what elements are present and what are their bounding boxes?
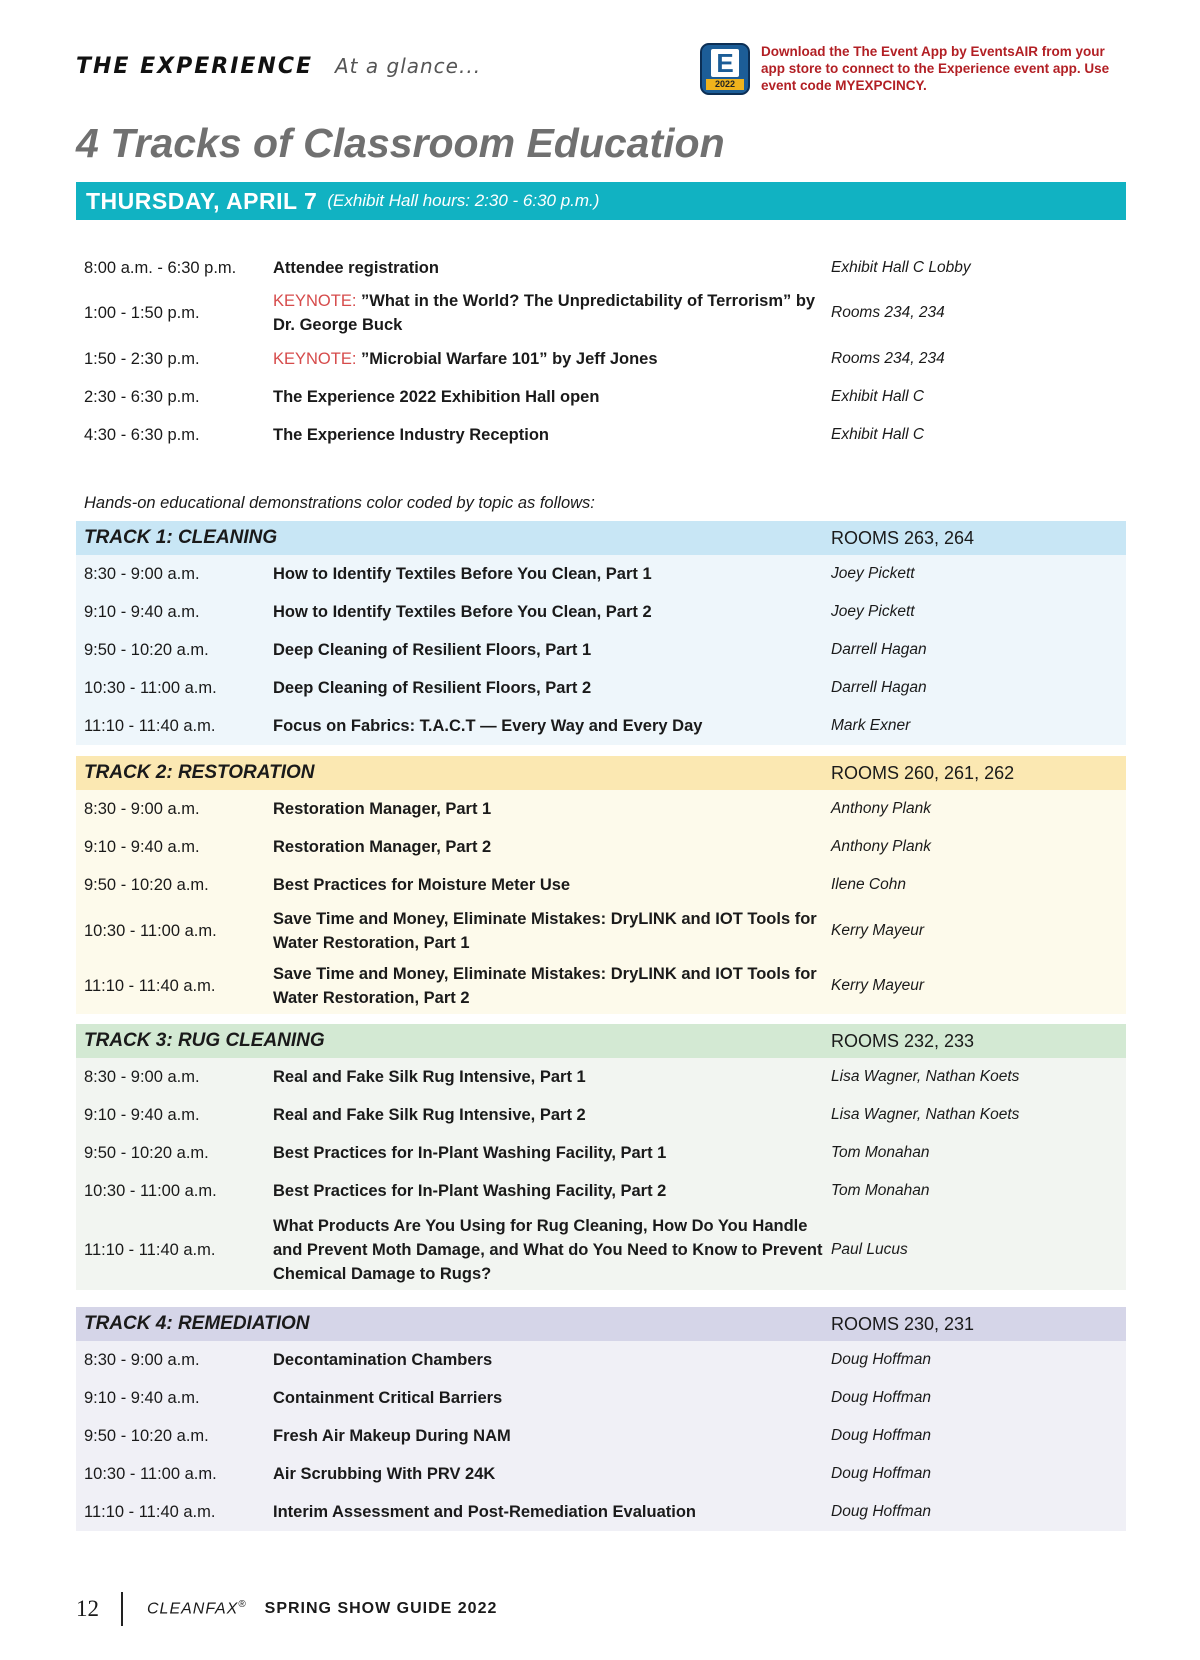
section-header xyxy=(76,54,481,79)
session-title: Interim Assessment and Post-Remediation Evaluation xyxy=(273,1503,696,1521)
session-title: Best Practices for In-Plant Washing Facility, Part 1 xyxy=(273,1144,667,1162)
session-time: 11:10 - 11:40 a.m. xyxy=(84,1502,216,1521)
session-title-text: ”Microbial Warfare 101” by Jeff Jones xyxy=(361,350,658,368)
exhibit-hall-hours: (Exhibit Hall hours: 2:30 - 6:30 p.m.) xyxy=(327,191,600,210)
event-app-icon xyxy=(700,43,750,95)
track-rug-cleaning xyxy=(76,1024,1126,1290)
track-header xyxy=(76,521,1126,555)
session-location: Rooms 234, 234 xyxy=(831,304,945,321)
session-row xyxy=(76,1058,1126,1096)
session-row xyxy=(76,1379,1126,1417)
session-title: Decontamination Chambers xyxy=(273,1351,493,1369)
session-location: Exhibit Hall C Lobby xyxy=(831,259,971,276)
session-speaker: Lisa Wagner, Nathan Koets xyxy=(831,1068,1020,1085)
session-speaker: Darrell Hagan xyxy=(831,641,927,658)
session-speaker: Mark Exner xyxy=(831,717,911,734)
session-time: 9:50 - 10:20 a.m. xyxy=(84,1426,209,1445)
session-title: Save Time and Money, Eliminate Mistakes: DryLINK and IOT Tools for Water Restoration, Part 2 xyxy=(273,965,817,1007)
session-title: Best Practices for In-Plant Washing Facility, Part 2 xyxy=(273,1182,667,1200)
session-time: 11:10 - 11:40 a.m. xyxy=(84,716,216,735)
session-row xyxy=(76,904,1126,958)
keyword-label: KEYNOTE: xyxy=(273,292,357,310)
page-title: 4 Tracks of Classroom Education xyxy=(76,120,725,166)
section-subtitle: At a glance... xyxy=(335,54,482,78)
session-row xyxy=(76,593,1126,631)
session-title: Air Scrubbing With PRV 24K xyxy=(273,1465,496,1483)
track-rooms: ROOMS 263, 264 xyxy=(831,527,975,548)
session-title xyxy=(273,289,831,337)
session-location: Exhibit Hall C xyxy=(831,426,925,443)
session-time: 11:10 - 11:40 a.m. xyxy=(84,976,216,995)
session-title: Deep Cleaning of Resilient Floors, Part 1 xyxy=(273,641,592,659)
session-time: 8:30 - 9:00 a.m. xyxy=(84,1350,200,1369)
track-remediation xyxy=(76,1307,1126,1531)
track-header xyxy=(76,756,1126,790)
session-row xyxy=(76,1096,1126,1134)
session-title: Deep Cleaning of Resilient Floors, Part 2 xyxy=(273,679,592,697)
session-speaker: Anthony Plank xyxy=(831,838,931,855)
session-title: Best Practices for Moisture Meter Use xyxy=(273,876,571,894)
session-speaker: Doug Hoffman xyxy=(831,1351,931,1368)
keyword-label: KEYNOTE: xyxy=(273,350,357,368)
session-speaker: Tom Monahan xyxy=(831,1182,930,1199)
app-icon-letter: E xyxy=(711,49,739,77)
session-row xyxy=(76,1172,1126,1210)
session-row xyxy=(76,1493,1126,1531)
session-speaker: Joey Pickett xyxy=(831,603,915,620)
session-time: 10:30 - 11:00 a.m. xyxy=(84,921,217,940)
session-time: 8:30 - 9:00 a.m. xyxy=(84,564,200,583)
track-name: TRACK 1: CLEANING xyxy=(84,527,278,548)
session-title-text: ”What in the World? The Unpredictability of Terrorism” by Dr. George Buck xyxy=(273,292,816,334)
session-row xyxy=(76,669,1126,707)
schedule-row xyxy=(76,286,1126,340)
day-label: THURSDAY, APRIL 7 xyxy=(86,187,318,214)
track-name: TRACK 3: RUG CLEANING xyxy=(84,1030,325,1051)
schedule-row xyxy=(76,250,1126,286)
session-row xyxy=(76,1455,1126,1493)
session-speaker: Doug Hoffman xyxy=(831,1465,931,1482)
day-banner xyxy=(76,182,1126,220)
track-rooms: ROOMS 232, 233 xyxy=(831,1030,975,1051)
demo-color-note: Hands-on educational demonstrations color coded by topic as follows: xyxy=(84,494,595,512)
schedule-row xyxy=(76,378,1126,416)
session-location: Exhibit Hall C xyxy=(831,388,925,405)
track-header xyxy=(76,1307,1126,1341)
session-speaker: Doug Hoffman xyxy=(831,1427,931,1444)
session-time: 1:50 - 2:30 p.m. xyxy=(84,349,200,368)
session-row xyxy=(76,828,1126,866)
session-title xyxy=(273,256,831,280)
session-title: Save Time and Money, Eliminate Mistakes: DryLINK and IOT Tools for Water Restoration, Part 1 xyxy=(273,910,817,952)
session-title-text: The Experience 2022 Exhibition Hall open xyxy=(273,388,600,406)
session-time: 8:30 - 9:00 a.m. xyxy=(84,1067,200,1086)
session-speaker: Lisa Wagner, Nathan Koets xyxy=(831,1106,1020,1123)
session-title-text: Attendee registration xyxy=(273,259,439,277)
session-time: 9:50 - 10:20 a.m. xyxy=(84,875,209,894)
session-title: Real and Fake Silk Rug Intensive, Part 1 xyxy=(273,1068,586,1086)
track-name: TRACK 4: REMEDIATION xyxy=(84,1313,310,1334)
session-location: Rooms 234, 234 xyxy=(831,350,945,367)
app-icon-year: 2022 xyxy=(706,79,744,90)
session-time: 1:00 - 1:50 p.m. xyxy=(84,303,200,322)
track-cleaning xyxy=(76,521,1126,745)
session-time: 8:30 - 9:00 a.m. xyxy=(84,799,200,818)
session-time: 10:30 - 11:00 a.m. xyxy=(84,1181,217,1200)
schedule-row xyxy=(76,340,1126,378)
track-rooms: ROOMS 230, 231 xyxy=(831,1313,975,1334)
session-time: 10:30 - 11:00 a.m. xyxy=(84,678,217,697)
session-time: 9:10 - 9:40 a.m. xyxy=(84,837,200,856)
session-time: 10:30 - 11:00 a.m. xyxy=(84,1464,217,1483)
session-speaker: Kerry Mayeur xyxy=(831,922,925,939)
session-speaker: Darrell Hagan xyxy=(831,679,927,696)
schedule-row xyxy=(76,416,1126,454)
session-title: How to Identify Textiles Before You Clean, Part 1 xyxy=(273,565,652,583)
guide-title: SPRING SHOW GUIDE 2022 xyxy=(264,1600,498,1617)
session-row xyxy=(76,958,1126,1014)
session-speaker: Ilene Cohn xyxy=(831,876,906,893)
session-row xyxy=(76,1341,1126,1379)
session-title: Restoration Manager, Part 2 xyxy=(273,838,492,856)
session-title: Containment Critical Barriers xyxy=(273,1389,503,1407)
session-time: 4:30 - 6:30 p.m. xyxy=(84,425,200,444)
session-row xyxy=(76,790,1126,828)
session-row xyxy=(76,866,1126,904)
session-row xyxy=(76,1134,1126,1172)
registered-mark: ® xyxy=(238,1599,247,1611)
session-title: Real and Fake Silk Rug Intensive, Part 2 xyxy=(273,1106,586,1124)
brand-name: CLEANFAX xyxy=(147,1600,239,1618)
session-speaker: Doug Hoffman xyxy=(831,1503,931,1520)
session-title: Restoration Manager, Part 1 xyxy=(273,800,492,818)
session-speaker: Kerry Mayeur xyxy=(831,977,925,994)
session-row xyxy=(76,1210,1126,1290)
footer-divider xyxy=(121,1592,123,1626)
app-download-note: Download the The Event App by EventsAIR from your app store to connect to the Experience event app. Use event code MYEXPCINCY. xyxy=(761,44,1110,93)
session-time: 9:50 - 10:20 a.m. xyxy=(84,640,209,659)
session-speaker: Joey Pickett xyxy=(831,565,915,582)
session-time: 9:50 - 10:20 a.m. xyxy=(84,1143,209,1162)
session-title-text: The Experience Industry Reception xyxy=(273,426,549,444)
session-title xyxy=(273,423,831,447)
track-restoration xyxy=(76,756,1126,1014)
session-title: Focus on Fabrics: T.A.C.T — Every Way and Every Day xyxy=(273,717,703,735)
session-speaker: Anthony Plank xyxy=(831,800,931,817)
session-title xyxy=(273,385,831,409)
session-row xyxy=(76,631,1126,669)
session-speaker: Paul Lucus xyxy=(831,1241,908,1258)
track-name: TRACK 2: RESTORATION xyxy=(84,762,315,783)
track-rooms: ROOMS 260, 261, 262 xyxy=(831,762,1015,783)
page-number: 12 xyxy=(76,1596,99,1621)
track-header xyxy=(76,1024,1126,1058)
session-time: 9:10 - 9:40 a.m. xyxy=(84,1388,200,1407)
session-time: 9:10 - 9:40 a.m. xyxy=(84,602,200,621)
session-title: Fresh Air Makeup During NAM xyxy=(273,1427,511,1445)
session-row xyxy=(76,707,1126,745)
session-speaker: Doug Hoffman xyxy=(831,1389,931,1406)
session-title: How to Identify Textiles Before You Clean, Part 2 xyxy=(273,603,652,621)
session-time: 9:10 - 9:40 a.m. xyxy=(84,1105,200,1124)
publication-brand xyxy=(147,1599,247,1618)
general-schedule xyxy=(76,250,1126,454)
session-time: 2:30 - 6:30 p.m. xyxy=(84,387,200,406)
session-row xyxy=(76,1417,1126,1455)
session-speaker: Tom Monahan xyxy=(831,1144,930,1161)
session-time: 11:10 - 11:40 a.m. xyxy=(84,1240,216,1259)
session-row xyxy=(76,555,1126,593)
session-title: What Products Are You Using for Rug Cleaning, How Do You Handle and Prevent Moth Damage, and What do You Need to Know to Prevent Chemical Damage to Rugs? xyxy=(273,1217,823,1283)
page-footer xyxy=(76,1592,497,1626)
session-title xyxy=(273,347,831,371)
section-title: THE EXPERIENCE xyxy=(76,54,313,79)
session-time: 8:00 a.m. - 6:30 p.m. xyxy=(84,258,237,277)
